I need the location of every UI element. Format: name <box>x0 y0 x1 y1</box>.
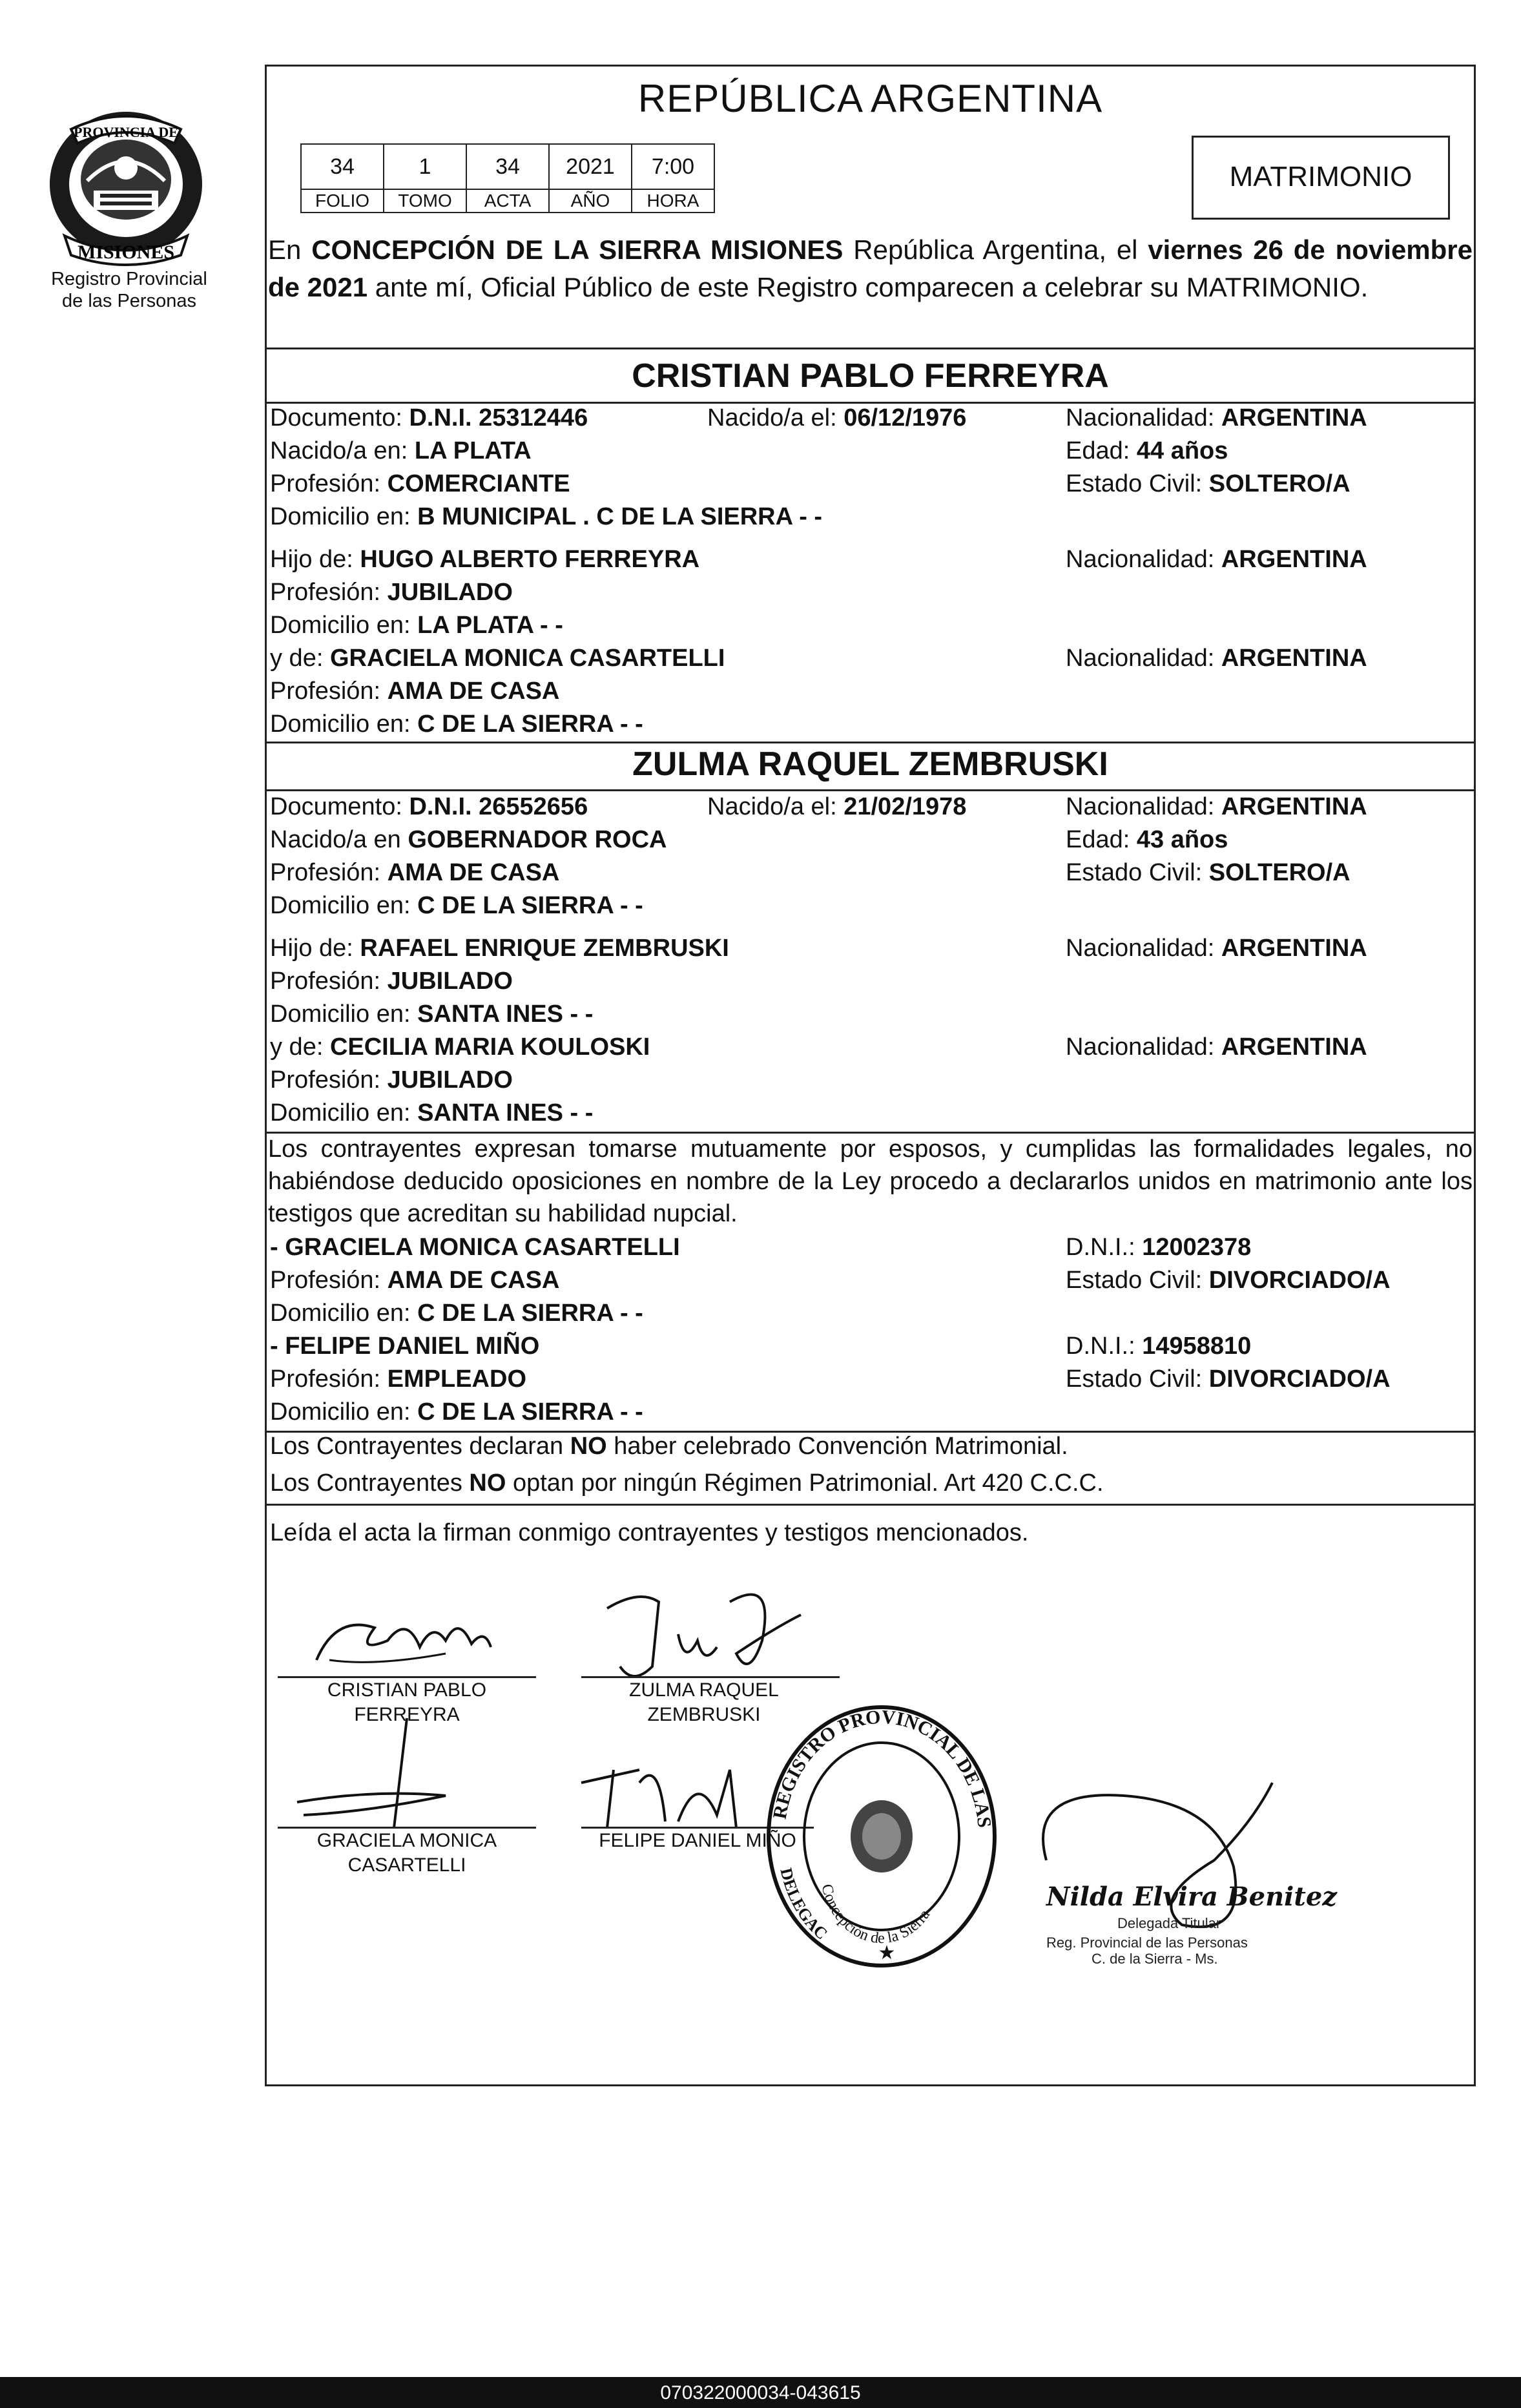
folio-label: FOLIO <box>301 189 384 213</box>
party2-mother-domicile: Domicilio en: SANTA INES - - <box>270 1099 594 1126</box>
tomo-label: TOMO <box>384 189 466 213</box>
record-type: MATRIMONIO <box>1229 161 1412 192</box>
official-title-2: Reg. Provincial de las Personas <box>1046 1935 1248 1951</box>
witness2-profession: Profesión: EMPLEADO <box>270 1365 527 1393</box>
party1-father-profession: Profesión: JUBILADO <box>270 579 513 606</box>
party1-birthdate: Nacido/a el: 06/12/1976 <box>707 404 967 431</box>
intro-paragraph <box>268 231 1473 306</box>
declaration-text: Los contrayentes expresan tomarse mutuamente por esposos, y cumplidas las formalidades legales, no habiéndose deducido oposiciones en nombre de la Ley procedo a declararlos unidos en matrimonio ante los testigos que acreditan su habilidad nupcial. <box>268 1136 1473 1227</box>
party1-birthplace: Nacido/a en: LA PLATA <box>270 437 532 464</box>
party2-father: Hijo de: RAFAEL ENRIQUE ZEMBRUSKI <box>270 935 729 962</box>
party2-mother-nationality: Nacionalidad: ARGENTINA <box>1066 1033 1367 1061</box>
party1-age: Edad: 44 años <box>1066 437 1228 464</box>
signature-4-caption: FELIPE DANIEL MIÑO <box>599 1830 796 1851</box>
registry-caption-line1: Registro Provincial <box>51 269 207 289</box>
official-signature-block <box>1020 1770 1343 1977</box>
party1-mother: y de: GRACIELA MONICA CASARTELLI <box>270 645 725 672</box>
party2-birthdate: Nacido/a el: 21/02/1978 <box>707 793 967 820</box>
signature-2-scribble <box>581 1563 853 1692</box>
seal-bottom-text: DELEGAC <box>776 1866 831 1944</box>
svg-text:★: ★ <box>878 1942 896 1964</box>
signature-1-scribble <box>278 1576 555 1679</box>
party1-father-nationality: Nacionalidad: ARGENTINA <box>1066 546 1367 573</box>
country-title: REPÚBLICA ARGENTINA <box>637 77 1103 120</box>
official-title-1: Delegada Titular <box>1117 1915 1221 1931</box>
official-signature-text: Nilda Elvira Benitez <box>1046 1882 1337 1912</box>
party1-father-domicile: Domicilio en: LA PLATA - - <box>270 612 563 639</box>
party2-birthplace: Nacido/a en GOBERNADOR ROCA <box>270 826 667 853</box>
witness1-civil-status: Estado Civil: DIVORCIADO/A <box>1066 1267 1391 1294</box>
divider <box>265 348 1476 349</box>
hour-label: HORA <box>632 189 714 213</box>
year-value: 2021 <box>549 144 632 189</box>
intro-text-2: República Argentina, el <box>843 234 1148 265</box>
folio-value: 34 <box>301 144 384 189</box>
signature-3-caption: GRACIELA MONICA CASARTELLI <box>316 1830 497 1876</box>
official-stamp <box>759 1697 1004 1975</box>
registry-caption-line2: de las Personas <box>62 291 196 311</box>
footer-bar <box>0 2377 1521 2408</box>
party1-civil-status: Estado Civil: SOLTERO/A <box>1066 470 1350 497</box>
document-code: 070322000034-043615 <box>660 2382 861 2403</box>
party2-father-nationality: Nacionalidad: ARGENTINA <box>1066 935 1367 962</box>
party2-age: Edad: 43 años <box>1066 826 1228 853</box>
party2-mother: y de: CECILIA MARIA KOULOSKI <box>270 1033 650 1061</box>
witness1-domicile: Domicilio en: C DE LA SIERRA - - <box>270 1300 643 1327</box>
party1-nationality: Nacionalidad: ARGENTINA <box>1066 404 1367 431</box>
convention-line2: Los Contrayentes NO optan por ningún Régimen Patrimonial. Art 420 C.C.C. <box>270 1469 1104 1497</box>
year-label: AÑO <box>549 189 632 213</box>
divider <box>265 1504 1476 1506</box>
party2-father-profession: Profesión: JUBILADO <box>270 968 513 995</box>
hour-value: 7:00 <box>632 144 714 189</box>
party1-document: Documento: D.N.I. 25312446 <box>270 404 588 431</box>
party2-document: Documento: D.N.I. 26552656 <box>270 793 588 820</box>
party1-mother-domicile: Domicilio en: C DE LA SIERRA - - <box>270 711 643 738</box>
party2-mother-profession: Profesión: JUBILADO <box>270 1066 513 1094</box>
acta-label: ACTA <box>466 189 549 213</box>
intro-place: CONCEPCIÓN DE LA SIERRA MISIONES <box>311 234 843 265</box>
witness1-dni: D.N.I.: 12002378 <box>1066 1234 1252 1261</box>
signature-2-caption: ZULMA RAQUEL ZEMBRUSKI <box>629 1679 779 1725</box>
registry-caption <box>26 268 233 312</box>
witness2-domicile: Domicilio en: C DE LA SIERRA - - <box>270 1398 643 1426</box>
party2-name: ZULMA RAQUEL ZEMBRUSKI <box>632 745 1108 783</box>
party2-nationality: Nacionalidad: ARGENTINA <box>1066 793 1367 820</box>
witness2-dni: D.N.I.: 14958810 <box>1066 1333 1252 1360</box>
convention-line1: Los Contrayentes declaran NO haber celebrado Convención Matrimonial. <box>270 1433 1068 1460</box>
party1-father: Hijo de: HUGO ALBERTO FERREYRA <box>270 546 700 573</box>
province-emblem <box>39 103 213 271</box>
intro-text-3: ante mí, Oficial Público de este Registro comparecen a celebrar su MATRIMONIO. <box>367 272 1369 302</box>
svg-text:Concepción de la Sierra <box>818 1882 933 1947</box>
record-type-box <box>1192 136 1450 220</box>
witness2-name: - FELIPE DANIEL MIÑO <box>270 1333 540 1360</box>
party1-name: CRISTIAN PABLO FERREYRA <box>632 357 1109 395</box>
acta-value: 34 <box>466 144 549 189</box>
party2-profession: Profesión: AMA DE CASA <box>270 859 560 886</box>
party2-domicile: Domicilio en: C DE LA SIERRA - - <box>270 892 643 919</box>
tomo-value: 1 <box>384 144 466 189</box>
witness1-name: - GRACIELA MONICA CASARTELLI <box>270 1234 680 1261</box>
party1-mother-nationality: Nacionalidad: ARGENTINA <box>1066 645 1367 672</box>
witness1-profession: Profesión: AMA DE CASA <box>270 1267 560 1294</box>
closing-text: Leída el acta la firman conmigo contrayentes y testigos mencionados. <box>270 1519 1029 1546</box>
party2-father-domicile: Domicilio en: SANTA INES - - <box>270 1001 594 1028</box>
official-title-3: C. de la Sierra - Ms. <box>1092 1951 1218 1967</box>
party1-profession: Profesión: COMERCIANTE <box>270 470 570 497</box>
divider <box>265 789 1476 791</box>
emblem-top-text: PROVINCIA DE <box>74 124 178 140</box>
party1-domicile: Domicilio en: B MUNICIPAL . C DE LA SIERRA - - <box>270 503 823 530</box>
emblem-bottom-text: MISIONES <box>77 242 175 263</box>
intro-text-1: En <box>268 234 312 265</box>
signature-3-scribble <box>278 1705 549 1841</box>
registry-table <box>300 143 715 213</box>
seal-ring-text: REGISTRO PROVINCIAL DE LAS <box>769 1706 995 1829</box>
intro-date: viernes 26 de noviembre de 2021 <box>268 234 1473 302</box>
witness2-civil-status: Estado Civil: DIVORCIADO/A <box>1066 1365 1391 1393</box>
divider <box>265 742 1476 743</box>
seal-inner-text: Concepción de la Sierra <box>818 1882 934 1947</box>
party1-mother-profession: Profesión: AMA DE CASA <box>270 678 560 705</box>
divider <box>265 402 1476 404</box>
signature-1-caption: CRISTIAN PABLO FERREYRA <box>327 1679 487 1725</box>
party2-civil-status: Estado Civil: SOLTERO/A <box>1066 859 1350 886</box>
